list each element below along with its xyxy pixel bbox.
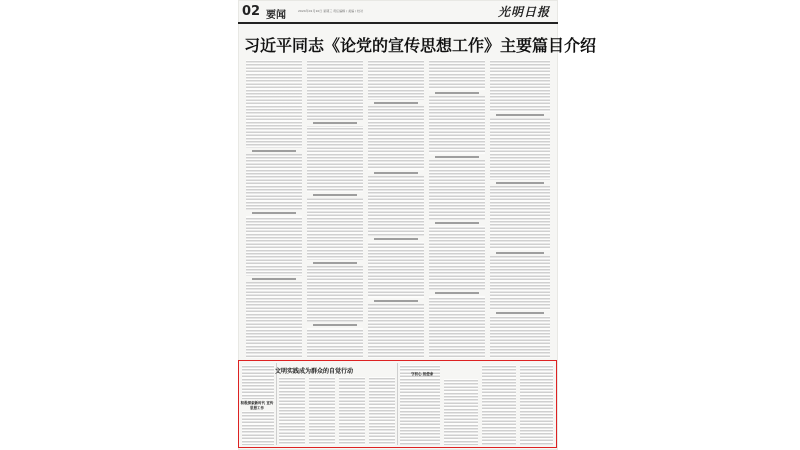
text-column [242,365,274,399]
text-column [309,377,335,445]
text-column [482,365,516,445]
newspaper-page [238,0,597,450]
text-column [307,60,363,358]
section-name: 要闻 [266,10,286,21]
right-headline: 守初心 担使命 [411,372,434,376]
page-meta-line: 2024年01月10日 星期三 责任编辑 / 美编 / 校对 [298,9,364,13]
text-column [339,377,365,445]
article-body [246,60,550,358]
text-column [490,60,550,358]
text-column [444,379,478,445]
side-headline: 积极探索新时代 宣传思想工作 [240,401,274,410]
text-column [242,411,274,445]
text-column [368,60,424,358]
text-column [520,365,553,445]
bottom-headline: 文明实践成为群众的自觉行动 [275,368,354,375]
main-headline: 习近平同志《论党的宣传思想工作》主要篇目介绍 [244,36,597,55]
text-column [369,377,395,445]
text-column [400,365,440,445]
text-column [279,377,305,445]
page-number: 02 [242,4,261,19]
masthead-logo: 光明日报 [497,5,550,19]
text-column [429,60,485,358]
text-column [246,60,302,358]
page-header-bar [238,0,558,24]
highlighted-article-frame [238,360,557,448]
